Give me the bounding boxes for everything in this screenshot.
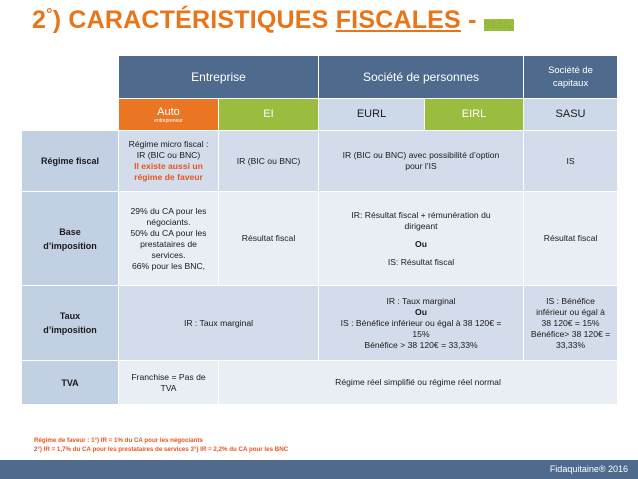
- row-label-base: [22, 192, 119, 286]
- cell-text: IR (BIC ou BNC): [136, 150, 201, 160]
- cell-text: négociants.: [146, 216, 191, 227]
- cell-text: prestataires de: [140, 238, 197, 249]
- cell-tva-rest: Régime réel simplifié ou régime réel normal: [219, 361, 618, 405]
- header-societe-capitaux-line1: Société de: [548, 65, 593, 76]
- header-auto-sub: entrepreneur: [154, 117, 183, 124]
- row-label-line: Taux: [59, 311, 81, 321]
- cell-text: 50% du CA pour les: [130, 227, 207, 238]
- row-label-regime: Régime fiscal: [22, 131, 119, 192]
- header-entreprise: Entreprise: [119, 56, 319, 99]
- cell-spacer: [322, 232, 520, 239]
- table-row-regime: [22, 131, 618, 192]
- header-sasu: SASU: [524, 99, 618, 131]
- row-label-tva: TVA: [22, 361, 119, 405]
- cell-text: inférieur ou égal à: [536, 306, 605, 317]
- table-row-taux: [22, 286, 618, 361]
- cell-text: 66% pour les BNC,: [131, 260, 206, 271]
- header-societe-capitaux-line2: capitaux: [552, 78, 589, 89]
- row-label-line: d’imposition: [43, 240, 97, 251]
- title-underlined: FISCALES: [335, 6, 461, 34]
- cell-text: IR : Taux marginal: [386, 295, 456, 306]
- cell-text: pour l’IS: [405, 161, 437, 171]
- corner-cell: [22, 56, 119, 99]
- cell-regime-ei: IR (BIC ou BNC): [219, 131, 319, 192]
- cell-text: 29% du CA pour les: [130, 205, 207, 216]
- title-number: 2: [32, 6, 47, 34]
- cell-text: services.: [151, 249, 186, 260]
- cell-taux-eurl-eirl: [319, 286, 524, 361]
- cell-base-ei: Résultat fiscal: [219, 192, 319, 286]
- cell-base-eurl-eirl: [319, 192, 524, 286]
- cell-text: TVA: [160, 382, 177, 393]
- title-text: ) CARACTÉRISTIQUES: [52, 6, 336, 34]
- header-societe-capitaux: [524, 56, 618, 99]
- header-auto-label: Auto: [157, 105, 180, 118]
- corner-cell-2: [22, 99, 119, 131]
- row-label-line: Base: [59, 226, 81, 237]
- cell-text: 38 120€ = 15%: [541, 317, 600, 328]
- cell-text: Régime micro fiscal :: [128, 139, 209, 149]
- cell-text: Bénéfice> 38 120€ =: [530, 328, 611, 339]
- title-seul: SEUL: [483, 19, 514, 31]
- header-ei: EI: [219, 99, 319, 131]
- cell-taux-sasu: [524, 286, 618, 361]
- cell-text-red: Il existe aussi un: [134, 161, 203, 171]
- cell-regime-sasu: IS: [524, 131, 618, 192]
- cell-regime-auto: [119, 131, 219, 192]
- row-label-taux: [22, 286, 119, 361]
- cell-text: dirigeant: [404, 220, 438, 231]
- cell-base-auto: [119, 192, 219, 286]
- footnote: [34, 436, 288, 454]
- header-eurl: EURL: [319, 99, 425, 131]
- brand-label: Fidaquitaine® 2016: [549, 464, 628, 474]
- cell-text: 15%: [412, 328, 430, 339]
- cell-text: 33,33%: [555, 339, 586, 350]
- footnote-line: 2°) IR = 1,7% du CA pour les prestataires de services 3°) IR = 2,2% du CA pour les BNC: [34, 446, 289, 453]
- cell-text-red: régime de faveur: [134, 172, 203, 182]
- cell-tva-auto: [119, 361, 219, 405]
- cell-text: Bénéfice > 38 120€ = 33,33%: [364, 339, 478, 350]
- cell-regime-eurl-eirl: [319, 131, 524, 192]
- footer-bar: [0, 460, 638, 479]
- cell-text-or: Ou: [415, 306, 427, 317]
- title-degree: °: [46, 6, 53, 23]
- tax-characteristics-table: [21, 55, 618, 405]
- header-societe-personnes: Société de personnes: [319, 56, 524, 99]
- cell-taux-auto-ei: IR : Taux marginal: [119, 286, 319, 361]
- cell-spacer: [322, 250, 520, 257]
- cell-text: IR: Résultat fiscal + rémunération du: [351, 209, 491, 220]
- footnote-line: Régime de faveur : 1°) IR = 1% du CA pour les négociants: [34, 437, 203, 444]
- cell-text: Franchise = Pas de: [131, 371, 206, 382]
- page-title: [32, 6, 514, 35]
- title-separator: -: [460, 6, 484, 34]
- table-row-base: [22, 192, 618, 286]
- cell-text-or: Ou: [415, 238, 427, 249]
- cell-text: IR (BIC ou BNC) avec possibilité d’option: [342, 150, 500, 160]
- header-eirl: EIRL: [425, 99, 524, 131]
- header-auto: [119, 99, 219, 131]
- cell-base-sasu: Résultat fiscal: [524, 192, 618, 286]
- cell-text: IS : Bénéfice inférieur ou égal à 38 120€ =: [340, 317, 502, 328]
- table-row-tva: [22, 361, 618, 405]
- cell-text: IS : Bénéfice: [546, 295, 595, 306]
- row-label-line: d’imposition: [43, 325, 97, 335]
- cell-text: IS: Résultat fiscal: [387, 256, 455, 267]
